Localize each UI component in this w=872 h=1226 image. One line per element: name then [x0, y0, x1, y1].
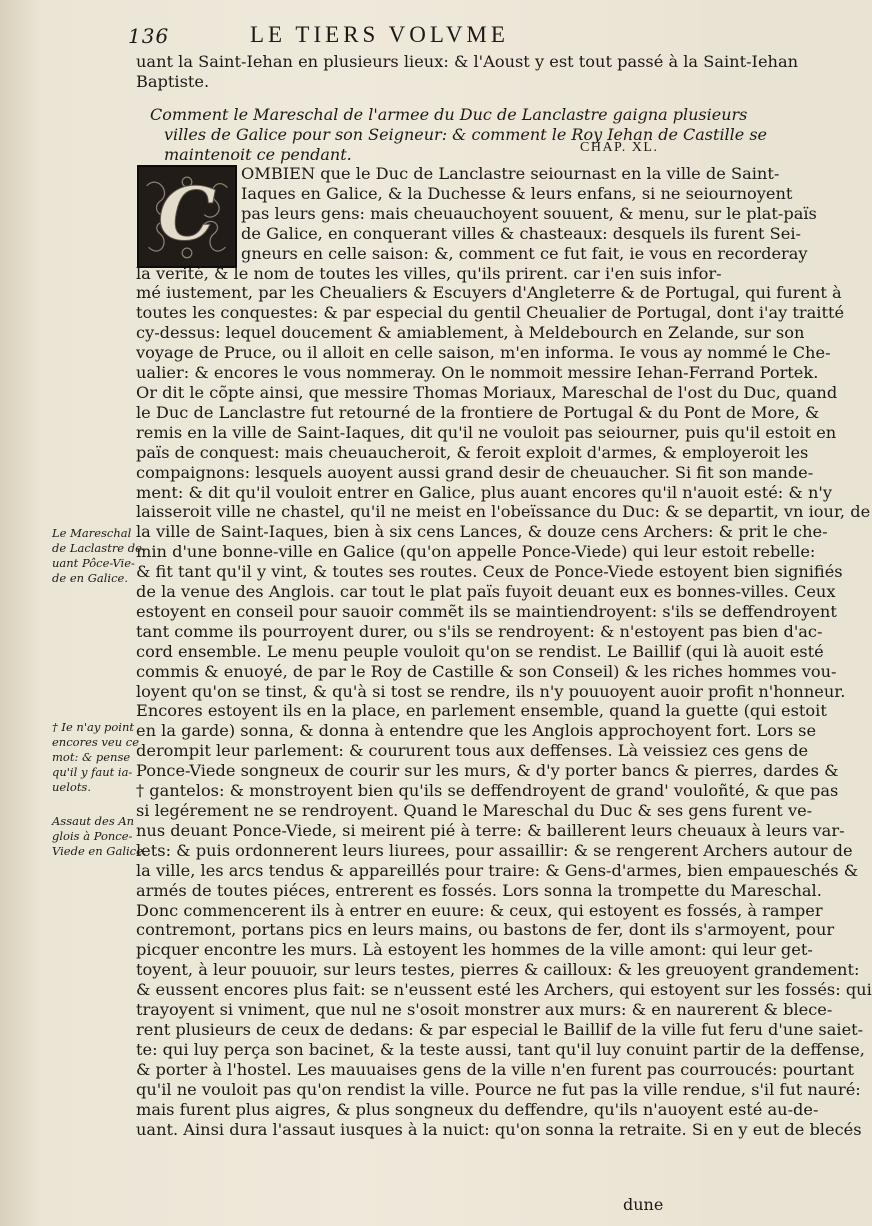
text-line: voyage de Pruce, ou il alloit en celle saison, m'en informa. Ie vous ay nommé le Che-	[136, 343, 831, 363]
text-line: rent plusieurs de ceux de dedans: & par especial le Baillif de la ville fut feru d'une saiet-	[136, 1019, 864, 1039]
chapter-body	[136, 164, 872, 1139]
text-line: Baptiste.	[136, 71, 210, 91]
margin-note-line: uant Pôce-Vie-	[52, 556, 135, 570]
text-line: remis en la ville de Saint-Iaques, dit qu'il ne vouloit pas seiourner, puis qu'il estoit en	[136, 422, 837, 442]
text-line: en la garde) sonna, & donna à entendre que les Anglois approchoyent fort. Lors se	[136, 721, 817, 741]
text-line: estoyent en conseil pour sauoir commẽt ils se maintiendroyent: s'ils se deffendroyent	[136, 601, 837, 621]
margin-note	[52, 526, 146, 586]
text-line: derompit leur parlement: & coururent tous aux deffenses. Là veissiez ces gens de	[136, 741, 809, 761]
text-line: Ponce-Viede songneux de courir sur les murs, & d'y porter bancs & pierres, dardes &	[136, 761, 839, 781]
rubric-line: villes de Galice pour son Seigneur: & comment le Roy Iehan de Castille se	[164, 125, 768, 144]
margin-note	[52, 814, 147, 859]
text-line: pas leurs gens: mais cheuauchoyent souuent, & menu, sur le plat-païs	[241, 203, 817, 223]
text-line: te: qui luy perça son bacinet, & la teste aussi, tant qu'il luy conuint partir de la deffense,	[136, 1039, 865, 1059]
margin-note-line: Assaut des An	[52, 814, 135, 828]
margin-note-line: de en Galice.	[52, 571, 128, 585]
margin-note-line: glois à Ponce-	[52, 829, 133, 843]
text-line: uant la Saint-Iehan en plusieurs lieux: & l'Aoust y est tout passé à la Saint-Iehan	[136, 52, 799, 71]
margin-note-line: qu'il y faut ia-	[52, 765, 133, 779]
text-line: la ville de Saint-Iaques, bien à six cens Lances, & douze cens Archers: & prit le che-	[136, 522, 828, 542]
catchword: dune	[623, 1195, 664, 1214]
text-line: tant comme ils pourroyent durer, ou s'ils se rendroyent: & n'estoyent pas bien d'ac-	[136, 621, 823, 641]
text-line: armés de toutes piéces, entrerent es fossés. Lors sonna la trompette du Mareschal.	[136, 880, 822, 900]
rubric-line: maintenoit ce pendant.	[164, 145, 352, 164]
text-line: lets: & puis ordonnerent leurs liurees, pour assaillir: & se rengerent Archers autour de	[136, 840, 853, 860]
text-line: Iaques en Galice, & la Duchesse & leurs enfans, si ne seiournoyent	[241, 183, 793, 203]
text-line: compaignons: lesquels auoyent aussi grand desir de cheuaucher. Si fit son mande-	[136, 462, 814, 482]
margin-note-line: † Ie n'ay point	[52, 720, 134, 734]
margin-note-line: Le Mareschal	[52, 526, 132, 540]
text-line: trayoyent si vniment, que nul ne s'osoit monstrer aux murs: & en naurerent & blece-	[136, 1000, 833, 1020]
text-line: picquer encontre les murs. Là estoyent les hommes de la ville amont: qui leur get-	[136, 940, 813, 960]
text-line: ment: & dit qu'il vouloit entrer en Galice, plus auant encores qu'il n'auoit esté: & n'y	[136, 482, 832, 502]
text-line: le Duc de Lanclastre fut retourné de la frontiere de Portugal & du Pont de More, &	[136, 402, 820, 422]
text-line: laisseroit ville ne chastel, qu'il ne meist en l'obeïssance du Duc: & se departit, vn iour, de	[136, 502, 871, 522]
rubric-line: Comment le Mareschal de l'armee du Duc de Lanclastre gaigna plusieurs	[150, 105, 748, 124]
text-line: min d'une bonne-ville en Galice (qu'on appelle Ponce-Viede) qui leur estoit rebelle:	[136, 542, 816, 562]
svg-text:C: C	[157, 171, 217, 258]
text-line: de la venue des Anglois. car tout le plat païs fuyoit deuant eux es bonnes-villes. Ceux	[136, 582, 836, 602]
chapter-number: CHAP. XL.	[580, 140, 659, 155]
text-line: Donc commencerent ils à entrer en euure: & ceux, qui estoyent es fossés, à ramper	[136, 900, 823, 920]
text-line: toutes les conquestes: & par especial du gentil Cheualier de Portugal, dont i'ay traitté	[136, 303, 845, 323]
text-line: cord ensemble. Le menu peuple vouloit qu'on se rendist. Le Baillif (qui là auoit esté	[136, 641, 824, 661]
page-header	[0, 22, 700, 52]
text-line: & porter à l'hostel. Les mauuaises gens de la ville n'en furent pas courroucés: pourtant	[136, 1059, 855, 1079]
text-line: mé iustement, par les Cheualiers & Escuyers d'Angleterre & de Portugal, qui furent à	[136, 283, 842, 303]
margin-note-line: encores veu ce	[52, 735, 140, 749]
text-line: nus deuant Ponce-Viede, si meirent pié à terre: & baillerent leurs cheuaux à leurs var-	[136, 820, 845, 840]
text-line: contremont, portans pics en leurs mains, ou bastons de fer, dont ils s'armoyent, pour	[136, 920, 835, 940]
text-line: de Galice, en conquerant villes & chasteaux: desquels ils furent Sei-	[241, 223, 801, 243]
margin-note-line: de Laclastre de-	[52, 541, 146, 555]
text-line: gneurs en celle saison: &, comment ce fut fait, ie vous en recorderay	[241, 243, 808, 263]
text-line: & eussent encores plus fait: se n'eussent esté les Archers, qui estoyent sur les fossés: qui	[136, 980, 872, 1000]
text-line: commis & enuoyé, de par le Roy de Castille & son Conseil) & les riches hommes vou-	[136, 661, 837, 681]
margin-note-line: Viede en Galice.	[52, 844, 147, 858]
text-line: ualier: & encores le vous nommeray. On le nommoit messire Iehan-Ferrand Portek.	[136, 363, 819, 383]
text-line: cy-dessus: lequel doucement & amiablement, à Meldebourch en Zelande, sur son	[136, 323, 805, 343]
text-line: mais furent plus aigres, & plus songneux du deffendre, qu'ils n'auoyent esté au-de-	[136, 1099, 819, 1119]
running-title: LE TIERS VOLVME	[250, 22, 509, 47]
margin-note-line: uelots.	[52, 780, 91, 794]
text-line: toyent, à leur pouuoir, sur leurs testes, pierres & cailloux: & les greuoyent grandement:	[136, 960, 860, 980]
text-line: loyent qu'on se tinst, & qu'à si tost se rendre, ils n'y pouuoyent auoir profit n'honneur.	[136, 681, 846, 701]
text-line: Encores estoyent ils en la place, en parlement ensemble, quand la guette (qui estoit	[136, 701, 827, 721]
margin-note	[52, 720, 140, 795]
text-line: uant. Ainsi dura l'assaut iusques à la nuict: qu'on sonna la retraite. Si en y eut de blecés	[136, 1119, 862, 1139]
text-line: OMBIEN que le Duc de Lanclastre seiournast en la ville de Saint-	[241, 164, 780, 183]
text-line: & fit tant qu'il y vint, & toutes ses routes. Ceux de Ponce-Viede estoyent bien signifiés	[136, 562, 843, 582]
text-line: † gantelos: & monstroyent bien qu'ils se deffendroyent de grand' vouloñté, & que pas	[136, 781, 839, 801]
chapter-rubric	[150, 105, 768, 165]
continued-text	[136, 52, 799, 92]
text-line: Or dit le cõpte ainsi, que messire Thomas Moriaux, Mareschal de l'ost du Duc, quand	[136, 382, 838, 402]
margin-note-line: mot: & pense	[52, 750, 131, 764]
page-number: 136	[128, 24, 170, 48]
text-line: la ville, les arcs tendus & appareillés pour traire: & Gens-d'armes, bien empaueschés &	[136, 860, 859, 880]
text-line: la verité, & le nom de toutes les villes, qu'ils prirent. car i'en suis infor-	[136, 263, 722, 283]
text-line: païs de conquest: mais cheuaucheroit, & feroit exploit d'armes, & employeroit les	[136, 442, 809, 462]
text-line: si legérement ne se rendroyent. Quand le Mareschal du Duc & ses gens furent ve-	[136, 801, 813, 820]
text-line: qu'il ne vouloit pas qu'on rendist la ville. Pource ne fut pas la ville rendue, s'il fut nauré:	[136, 1079, 861, 1099]
